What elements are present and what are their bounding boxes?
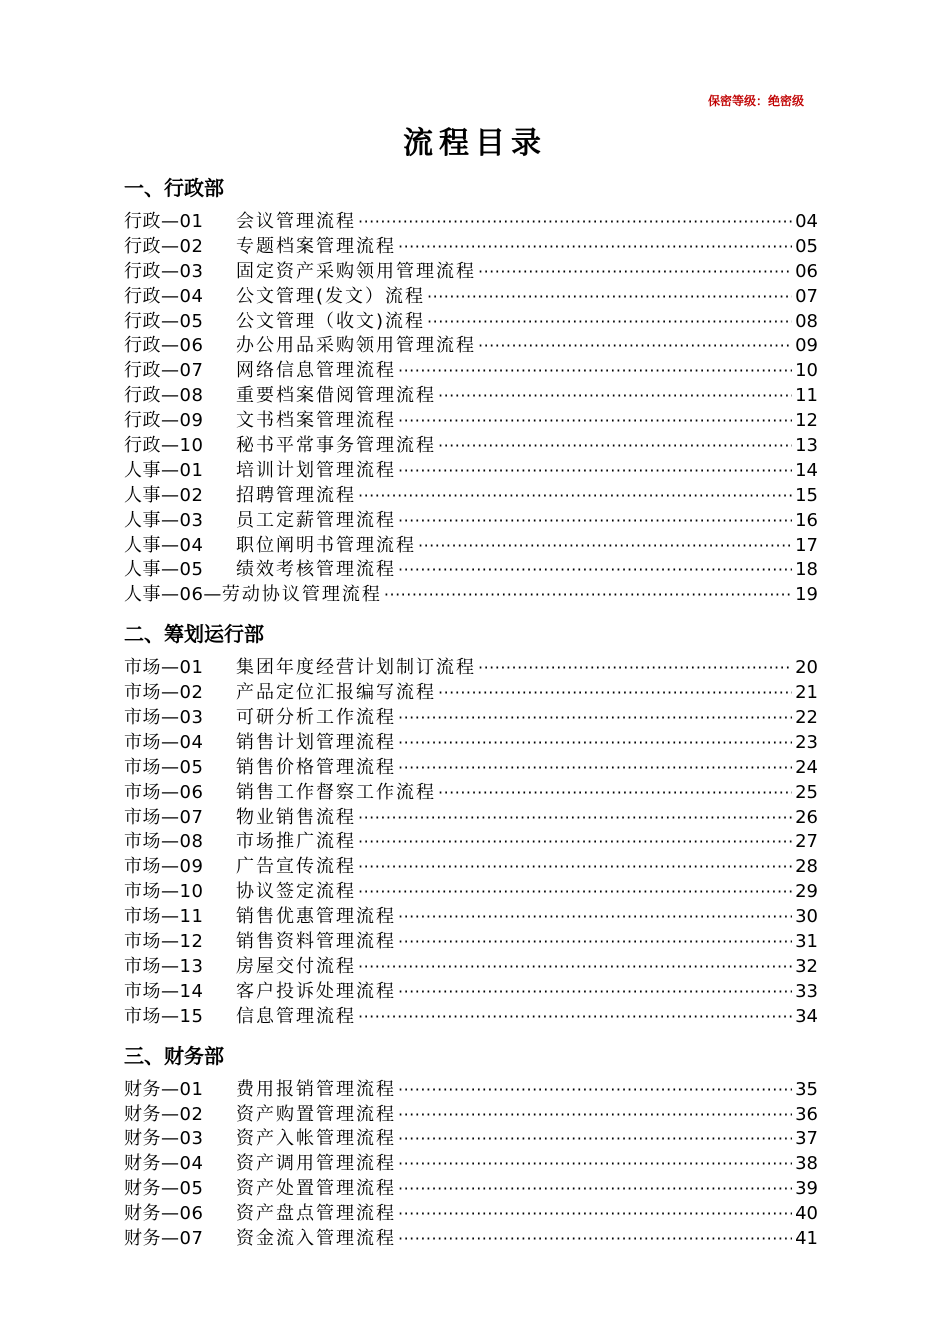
entry-title: 资产盘点管理流程 (236, 1203, 396, 1225)
section-heading: 三、财务部 (124, 1043, 224, 1068)
toc-entry[interactable] (124, 1202, 818, 1227)
dot-leader (427, 310, 792, 335)
dot-leader (478, 334, 792, 359)
toc-entry[interactable] (124, 930, 818, 955)
dot-leader (398, 1227, 792, 1252)
entry-code: 市场—02 (124, 682, 204, 704)
entry-code: 财务—02 (124, 1103, 204, 1125)
entry-page-number: 17 (795, 534, 818, 556)
entry-code: 市场—14 (124, 980, 204, 1002)
entry-page-number: 41 (795, 1227, 818, 1249)
dot-leader (358, 830, 792, 855)
entry-page-number: 30 (795, 906, 818, 928)
entry-title: 销售优惠管理流程 (236, 906, 396, 928)
dot-leader (398, 1127, 792, 1152)
entry-page-number: 38 (795, 1153, 818, 1175)
entry-title: 培训计划管理流程 (236, 459, 396, 481)
entry-page-number: 34 (795, 1005, 818, 1027)
entry-page-number: 15 (795, 484, 818, 506)
dot-leader (478, 656, 792, 681)
entry-code: 财务—05 (124, 1178, 204, 1200)
dot-leader (398, 1103, 792, 1128)
toc-entry[interactable] (124, 905, 818, 930)
toc-entry[interactable] (124, 656, 818, 681)
entry-page-number: 25 (795, 781, 818, 803)
toc-section (124, 172, 818, 608)
section-heading: 一、行政部 (124, 176, 224, 200)
toc-entry[interactable] (124, 1177, 818, 1202)
entry-title: 可研分析工作流程 (236, 707, 396, 729)
toc-entry[interactable] (124, 1152, 818, 1177)
entry-code: 市场—10 (124, 881, 204, 903)
dot-leader (358, 1005, 792, 1030)
entry-code: 市场—06 (124, 781, 204, 803)
dot-leader (358, 806, 792, 831)
entry-page-number: 14 (795, 459, 818, 481)
dot-leader (438, 434, 792, 459)
toc-entry[interactable] (124, 855, 818, 880)
toc-entry[interactable] (124, 1127, 818, 1152)
entry-code: 财务—04 (124, 1153, 204, 1175)
entry-code: 市场—09 (124, 856, 204, 878)
dot-leader (384, 583, 792, 608)
entry-code: 行政—02 (124, 235, 204, 257)
entry-code: 市场—03 (124, 707, 204, 729)
entry-page-number: 18 (795, 559, 818, 581)
entry-title: 公文管理（收文)流程 (236, 310, 426, 332)
dot-leader (398, 235, 792, 260)
dot-leader (427, 285, 792, 310)
dot-leader (398, 1152, 792, 1177)
entry-title: 资金流入管理流程 (236, 1227, 396, 1249)
dot-leader (398, 905, 792, 930)
section-heading: 二、筹划运行部 (124, 622, 264, 647)
entry-title: 广告宣传流程 (236, 856, 356, 878)
entry-title: 销售计划管理流程 (236, 731, 396, 753)
dot-leader (358, 880, 792, 905)
entry-page-number: 13 (795, 435, 818, 457)
entry-code: 市场—08 (124, 831, 204, 853)
dot-leader (418, 534, 792, 559)
toc-entry[interactable] (124, 384, 818, 409)
entry-code: 人事—03 (124, 509, 204, 531)
entry-page-number: 29 (795, 881, 818, 903)
toc-entry[interactable] (124, 310, 818, 335)
entry-title: 销售价格管理流程 (236, 756, 396, 778)
entry-page-number: 24 (795, 756, 818, 778)
entry-page-number: 22 (795, 707, 818, 729)
entry-code: 行政—08 (124, 385, 204, 407)
toc-entry[interactable] (124, 359, 818, 384)
entry-page-number: 35 (795, 1078, 818, 1100)
toc-entry[interactable] (124, 731, 818, 756)
entry-title: 资产处置管理流程 (236, 1178, 396, 1200)
toc-entry[interactable] (124, 434, 818, 459)
entry-title: 重要档案借阅管理流程 (236, 385, 436, 407)
entry-title: 员工定薪管理流程 (236, 509, 396, 531)
entry-page-number: 07 (795, 285, 818, 307)
entry-page-number: 26 (795, 806, 818, 828)
dot-leader (358, 955, 792, 980)
entry-page-number: 10 (795, 360, 818, 382)
dot-leader (398, 459, 792, 484)
entry-title: 协议签定流程 (236, 881, 356, 903)
entry-code: 行政—06 (124, 335, 204, 357)
entry-code: 财务—06 (124, 1203, 204, 1225)
toc-entry[interactable] (124, 235, 818, 260)
entry-title: 招聘管理流程 (236, 484, 356, 506)
entry-title: 公文管理(发文）流程 (236, 285, 426, 307)
entry-title: 费用报销管理流程 (236, 1078, 396, 1100)
entry-page-number: 06 (795, 260, 818, 282)
toc-entry[interactable] (124, 583, 818, 608)
entry-title: 办公用品采购领用管理流程 (236, 335, 476, 357)
entry-code: 行政—07 (124, 360, 204, 382)
entry-page-number: 36 (795, 1103, 818, 1125)
toc-entry[interactable] (124, 681, 818, 706)
entry-code: 行政—01 (124, 211, 204, 232)
entry-code: 财务—01 (124, 1078, 204, 1100)
entry-page-number: 31 (795, 931, 818, 953)
entry-page-number: 37 (795, 1128, 818, 1150)
toc-entry[interactable] (124, 260, 818, 285)
entry-page-number: 16 (795, 509, 818, 531)
dot-leader (478, 260, 792, 285)
entry-title: 劳动协议管理流程 (221, 584, 382, 606)
dot-leader (358, 484, 792, 509)
entry-code: 人事—06— (124, 584, 222, 606)
entry-title: 客户投诉处理流程 (236, 980, 396, 1002)
entry-code: 财务—07 (124, 1227, 204, 1249)
entry-page-number: 23 (795, 731, 818, 753)
dot-leader (398, 706, 792, 731)
entry-code: 市场—07 (124, 806, 204, 828)
entry-page-number: 28 (795, 856, 818, 878)
dot-leader (398, 359, 792, 384)
toc-entry[interactable] (124, 955, 818, 980)
entry-code: 市场—12 (124, 931, 204, 953)
entry-code: 市场—13 (124, 955, 204, 977)
toc-entry[interactable] (124, 1078, 818, 1103)
entry-title: 资产调用管理流程 (236, 1153, 396, 1175)
section-entry-list (124, 210, 818, 608)
toc-entry[interactable] (124, 409, 818, 434)
toc-section (124, 618, 818, 1029)
toc-entry[interactable] (124, 509, 818, 534)
entry-code: 行政—09 (124, 410, 204, 432)
entry-title: 专题档案管理流程 (236, 235, 396, 257)
entry-title: 会议管理流程 (236, 211, 356, 232)
toc-entry[interactable] (124, 484, 818, 509)
entry-title: 资产购置管理流程 (236, 1103, 396, 1125)
toc-entry[interactable] (124, 1103, 818, 1128)
section-entry-list (124, 1078, 818, 1252)
entry-code: 行政—10 (124, 435, 204, 457)
toc-section (124, 1040, 818, 1252)
table-of-contents (124, 172, 818, 1252)
entry-title: 销售资料管理流程 (236, 931, 396, 953)
entry-code: 市场—04 (124, 731, 204, 753)
dot-leader (398, 1177, 792, 1202)
entry-page-number: 21 (795, 682, 818, 704)
toc-entry[interactable] (124, 210, 818, 235)
dot-leader (398, 509, 792, 534)
dot-leader (398, 1202, 792, 1227)
toc-entry[interactable] (124, 459, 818, 484)
entry-title: 网络信息管理流程 (236, 360, 396, 382)
toc-entry[interactable] (124, 558, 818, 583)
entry-code: 行政—04 (124, 285, 204, 307)
entry-code: 行政—03 (124, 260, 204, 282)
entry-code: 人事—02 (124, 484, 204, 506)
entry-page-number: 27 (795, 831, 818, 853)
entry-title: 市场推广流程 (236, 831, 356, 853)
entry-title: 绩效考核管理流程 (236, 559, 396, 581)
entry-code: 市场—15 (124, 1005, 204, 1027)
dot-leader (398, 558, 792, 583)
toc-entry[interactable] (124, 534, 818, 559)
entry-page-number: 19 (795, 584, 818, 606)
toc-entry[interactable] (124, 756, 818, 781)
entry-code: 市场—05 (124, 756, 204, 778)
toc-entry[interactable] (124, 706, 818, 731)
toc-entry[interactable] (124, 285, 818, 310)
dot-leader (358, 855, 792, 880)
dot-leader (398, 1078, 792, 1103)
entry-page-number: 39 (795, 1178, 818, 1200)
entry-title: 产品定位汇报编写流程 (236, 682, 436, 704)
entry-code: 人事—05 (124, 559, 204, 581)
toc-entry[interactable] (124, 1227, 818, 1252)
entry-page-number: 40 (795, 1203, 818, 1225)
entry-page-number: 11 (795, 385, 818, 407)
toc-entry[interactable] (124, 830, 818, 855)
entry-title: 物业销售流程 (236, 806, 356, 828)
toc-entry[interactable] (124, 880, 818, 905)
dot-leader (438, 781, 792, 806)
dot-leader (398, 731, 792, 756)
dot-leader (438, 384, 792, 409)
dot-leader (358, 210, 792, 235)
entry-code: 人事—04 (124, 534, 204, 556)
entry-title: 集团年度经营计划制订流程 (236, 657, 476, 679)
page-title: 流程目录 (403, 126, 547, 161)
section-entry-list (124, 656, 818, 1029)
entry-code: 行政—05 (124, 310, 204, 332)
dot-leader (398, 930, 792, 955)
entry-code: 财务—03 (124, 1128, 204, 1150)
dot-leader (398, 409, 792, 434)
entry-title: 信息管理流程 (236, 1005, 356, 1027)
toc-entry[interactable] (124, 806, 818, 831)
classification-label: 保密等级：绝密级 (708, 94, 805, 108)
entry-title: 文书档案管理流程 (236, 410, 396, 432)
entry-page-number: 33 (795, 980, 818, 1002)
entry-code: 市场—11 (124, 906, 204, 928)
entry-page-number: 20 (795, 657, 818, 679)
entry-title: 资产入帐管理流程 (236, 1128, 396, 1150)
entry-page-number: 09 (795, 335, 818, 357)
entry-page-number: 32 (795, 955, 818, 977)
entry-page-number: 05 (795, 235, 818, 257)
dot-leader (398, 756, 792, 781)
entry-title: 房屋交付流程 (236, 955, 356, 977)
entry-page-number: 12 (795, 410, 818, 432)
dot-leader (398, 980, 792, 1005)
toc-entry[interactable] (124, 980, 818, 1005)
entry-title: 固定资产采购领用管理流程 (236, 260, 476, 282)
entry-page-number: 08 (795, 310, 818, 332)
entry-code: 市场—01 (124, 657, 204, 679)
entry-code: 人事—01 (124, 459, 204, 481)
toc-entry[interactable] (124, 781, 818, 806)
toc-entry[interactable] (124, 334, 818, 359)
entry-title: 销售工作督察工作流程 (236, 781, 436, 803)
entry-title: 秘书平常事务管理流程 (236, 435, 436, 457)
dot-leader (438, 681, 792, 706)
entry-page-number: 04 (795, 211, 818, 232)
entry-title: 职位阐明书管理流程 (236, 534, 416, 556)
toc-entry[interactable] (124, 1005, 818, 1030)
